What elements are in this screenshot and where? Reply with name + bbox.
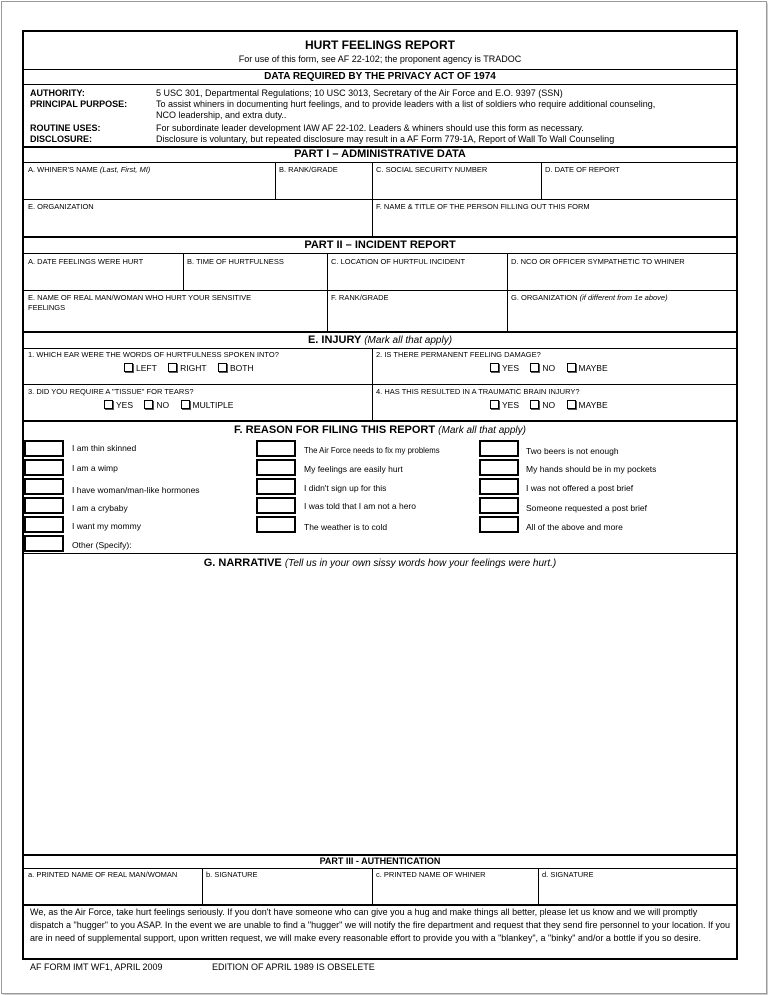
edition-note: EDITION OF APRIL 1989 IS OBSELETE <box>212 962 375 972</box>
reason-checkbox[interactable] <box>24 497 64 514</box>
checkbox[interactable] <box>144 400 153 409</box>
tbi-no-option[interactable]: NO <box>530 400 555 410</box>
part1-heading: PART I – ADMINISTRATIVE DATA <box>294 148 466 160</box>
reason-didnt-sign-up: I didn't sign up for this <box>304 483 387 493</box>
checkbox[interactable] <box>530 363 539 372</box>
checkbox[interactable] <box>168 363 177 372</box>
reason-checkbox[interactable] <box>256 516 296 533</box>
offender-rank-field[interactable]: F. RANK/GRADE <box>331 293 389 302</box>
reason-two-beers: Two beers is not enough <box>526 446 619 456</box>
reason-crybaby: I am a crybaby <box>72 503 128 513</box>
reason-checkbox[interactable] <box>24 516 64 533</box>
checkbox[interactable] <box>530 400 539 409</box>
reason-checkbox[interactable] <box>256 478 296 495</box>
part3-heading: PART III - AUTHENTICATION <box>319 856 441 866</box>
ear-right-option[interactable]: RIGHT <box>168 363 206 373</box>
ssn-field[interactable]: C. SOCIAL SECURITY NUMBER <box>376 165 488 174</box>
location-field[interactable]: C. LOCATION OF HURTFUL INCIDENT <box>331 257 466 266</box>
real-man-signature-field[interactable]: b. SIGNATURE <box>206 870 258 879</box>
ear-options <box>124 363 263 373</box>
real-man-name-field[interactable]: a. PRINTED NAME OF REAL MAN/WOMAN <box>28 870 178 879</box>
reason-checkbox[interactable] <box>256 497 296 514</box>
reason-thin-skinned: I am thin skinned <box>72 443 137 453</box>
injury-heading: E. INJURY (Mark all that apply) <box>307 334 453 346</box>
form-title: HURT FEELINGS REPORT <box>304 38 455 52</box>
reasons-heading: F. REASON FOR FILING THIS REPORT (Mark all that apply) <box>234 424 526 436</box>
purpose-label: PRINCIPAL PURPOSE: <box>30 99 128 109</box>
sympathetic-nco-field[interactable]: D. NCO OR OFFICER SYMPATHETIC TO WHINER <box>511 257 685 266</box>
feeling-damage-options <box>490 363 617 373</box>
reason-not-hero: I was told that I am not a hero <box>304 501 416 511</box>
checkbox[interactable] <box>104 400 113 409</box>
checkbox[interactable] <box>490 363 499 372</box>
reason-wimp: I am a wimp <box>72 463 118 473</box>
routine-text: For subordinate leader development IAW AF 22-102. Leaders & whiners should use this form as necessary. <box>156 123 584 133</box>
tbi-question: 4. HAS THIS RESULTED IN A TRAUMATIC BRAIN INJURY? <box>376 387 580 396</box>
preparer-name-field[interactable]: F. NAME & TITLE OF THE PERSON FILLING OUT THIS FORM <box>376 202 590 211</box>
ear-question: 1. WHICH EAR WERE THE WORDS OF HURTFULNESS SPOKEN INTO? <box>28 350 279 359</box>
tissue-question: 3. DID YOU REQUIRE A "TISSUE" FOR TEARS? <box>28 387 194 396</box>
date-of-report-field[interactable]: D. DATE OF REPORT <box>545 165 620 174</box>
reason-no-post-brief: I was not offered a post brief <box>526 483 634 493</box>
reason-checkbox[interactable] <box>479 440 519 457</box>
ear-both-option[interactable]: BOTH <box>218 363 254 373</box>
authority-label: AUTHORITY: <box>30 88 85 98</box>
tbi-yes-option[interactable]: YES <box>490 400 519 410</box>
damage-no-option[interactable]: NO <box>530 363 555 373</box>
time-of-hurtfulness-field[interactable]: B. TIME OF HURTFULNESS <box>187 257 284 266</box>
checkbox[interactable] <box>490 400 499 409</box>
purpose-text-1: To assist whiners in documenting hurt feelings, and to provide leaders with a list of soldiers who require additional counseling, <box>156 99 656 109</box>
reason-weather: The weather is to cold <box>304 522 388 532</box>
reason-checkbox[interactable] <box>479 459 519 476</box>
damage-yes-option[interactable]: YES <box>490 363 519 373</box>
reason-checkbox[interactable] <box>479 497 519 514</box>
whiner-name-field[interactable]: A. WHINER'S NAME (Last, First, MI) <box>28 165 151 174</box>
tbi-options <box>490 400 617 410</box>
date-feelings-hurt-field[interactable]: A. DATE FEELINGS WERE HURT <box>28 257 144 266</box>
form-id: AF FORM IMT WF1, APRIL 2009 <box>30 962 163 972</box>
whiner-signature-field[interactable]: d. SIGNATURE <box>542 870 594 879</box>
checkbox[interactable] <box>124 363 133 372</box>
whiner-printed-name-field[interactable]: c. PRINTED NAME OF WHINER <box>376 870 486 879</box>
reason-checkbox[interactable] <box>479 516 519 533</box>
reason-checkbox[interactable] <box>24 459 64 476</box>
narrative-text-area[interactable] <box>24 572 736 854</box>
hurt-feelings-form <box>22 30 738 960</box>
form-subtitle: For use of this form, see AF 22-102; the proponent agency is TRADOC <box>238 54 522 64</box>
offender-organization-field[interactable]: G. ORGANIZATION (if different from 1e above) <box>511 293 668 302</box>
authority-text: 5 USC 301, Departmental Regulations; 10 USC 3013, Secretary of the Air Force and E.O. 9397 (SSN) <box>156 88 563 98</box>
reason-checkbox[interactable] <box>256 459 296 476</box>
reason-checkbox[interactable] <box>24 478 64 495</box>
checkbox[interactable] <box>218 363 227 372</box>
privacy-heading: DATA REQUIRED BY THE PRIVACY ACT OF 1974 <box>264 71 496 82</box>
purpose-text-2: NCO leadership, and extra duty.. <box>156 110 287 120</box>
ear-left-option[interactable]: LEFT <box>124 363 157 373</box>
reason-checkbox[interactable] <box>479 478 519 495</box>
checkbox[interactable] <box>567 363 576 372</box>
reason-checkbox[interactable] <box>24 535 64 552</box>
feeling-damage-question: 2. IS THERE PERMANENT FEELING DAMAGE? <box>376 350 541 359</box>
reason-all-above: All of the above and more <box>526 522 623 532</box>
reason-hands-pockets: My hands should be in my pockets <box>526 464 657 474</box>
routine-label: ROUTINE USES: <box>30 123 101 133</box>
part2-heading: PART II – INCIDENT REPORT <box>304 239 456 251</box>
reason-requested-post-brief: Someone requested a post brief <box>526 503 647 513</box>
reason-mommy: I want my mommy <box>72 521 141 531</box>
tbi-maybe-option[interactable]: MAYBE <box>567 400 608 410</box>
reason-checkbox[interactable] <box>24 440 64 457</box>
reason-air-force-fix: The Air Force needs to fix my problems <box>304 446 440 455</box>
reason-hormones: I have woman/man-like hormones <box>72 485 200 495</box>
organization-field[interactable]: E. ORGANIZATION <box>28 202 94 211</box>
damage-maybe-option[interactable]: MAYBE <box>567 363 608 373</box>
tissue-yes-option[interactable]: YES <box>104 400 133 410</box>
tissue-options <box>104 400 242 410</box>
rank-grade-field[interactable]: B. RANK/GRADE <box>279 165 338 174</box>
footer-statement: We, as the Air Force, take hurt feelings seriously. If you don't have someone who can give you a hug and make things all better, please let us know and we will promptly dispatch a "hugger" to you ASAP. In the event we are unable to find a "hugger" we will notify the fire department and request that they send fire personnel to your location. If you are in need of supplemental support, upon written request, we will make every reasonable effort to provide you with a "blankey", a "binky" and/or a bottle if you so desire. <box>30 907 731 943</box>
reason-easily-hurt: My feelings are easily hurt <box>304 464 403 474</box>
offender-name-field[interactable]: E. NAME OF REAL MAN/WOMAN WHO HURT YOUR SENSITIVE FEELINGS <box>28 293 252 312</box>
disclosure-text: Disclosure is voluntary, but repeated disclosure may result in a AF Form 779-1A, Report of Wall To Wall Counseling <box>156 134 615 144</box>
checkbox[interactable] <box>181 400 190 409</box>
disclosure-label: DISCLOSURE: <box>30 134 93 144</box>
reason-other: Other (Specify): <box>72 540 132 550</box>
reason-checkbox[interactable] <box>256 440 296 457</box>
narrative-heading: G. NARRATIVE (Tell us in your own sissy words how your feelings were hurt.) <box>203 557 557 569</box>
checkbox[interactable] <box>567 400 576 409</box>
tissue-multiple-option[interactable]: MULTIPLE <box>181 400 234 410</box>
tissue-no-option[interactable]: NO <box>144 400 169 410</box>
